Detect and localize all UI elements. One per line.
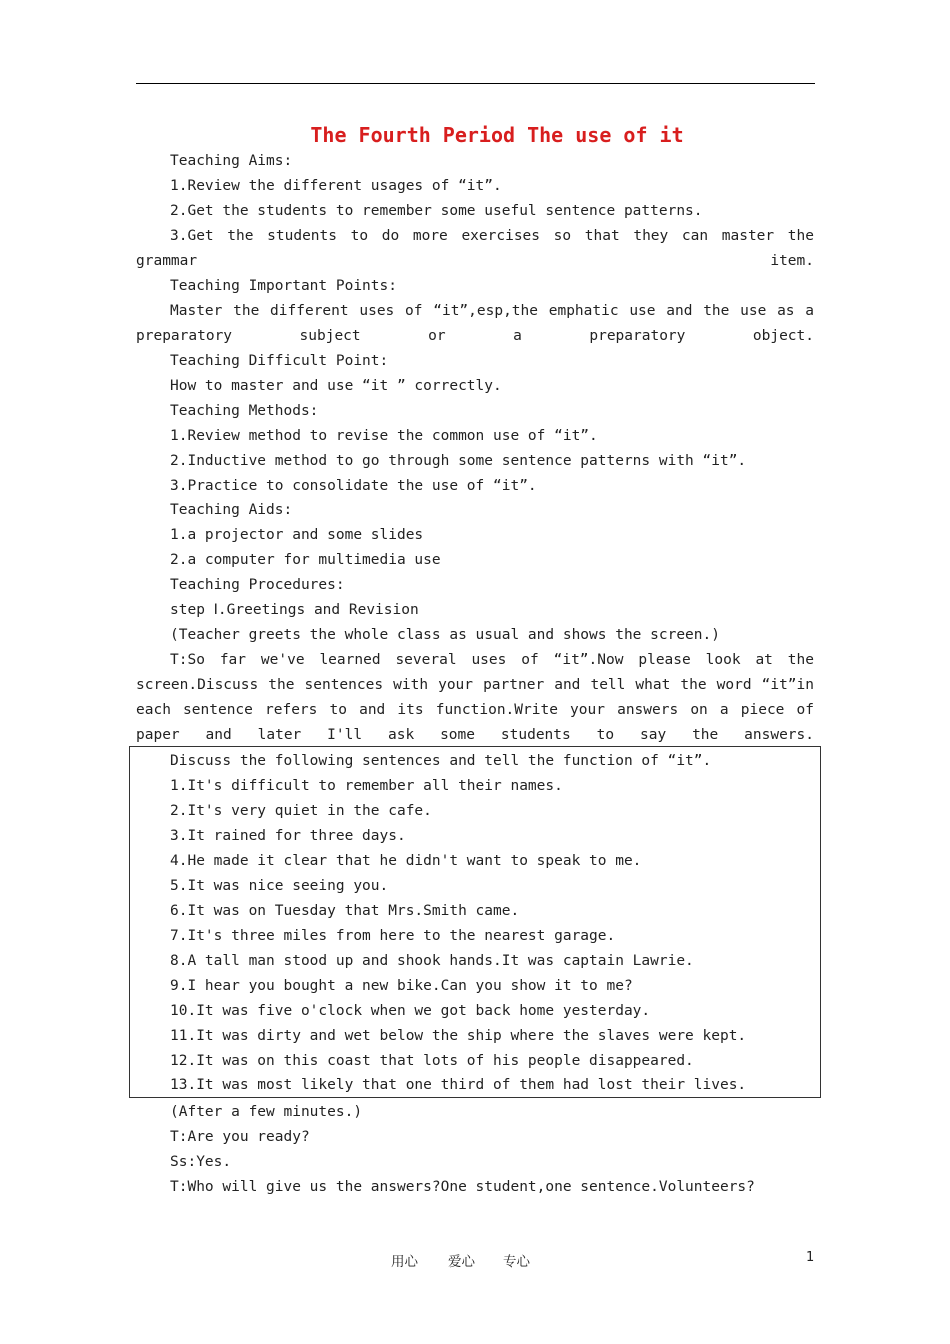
- important-points-text: Master the different uses of “it”,esp,the emphatic use and the use as a preparatory subject or a preparatory object.: [136, 303, 814, 344]
- exercise-sentence: 6.It was on Tuesday that Mrs.Smith came.: [170, 903, 520, 919]
- method-item: 1.Review method to revise the common use of “it”.: [170, 428, 598, 444]
- exercise-sentence: 11.It was dirty and wet below the ship where the slaves were kept.: [170, 1028, 747, 1044]
- aid-item: 1.a projector and some slides: [170, 527, 424, 543]
- exercise-sentence: 1.It's difficult to remember all their names.: [170, 778, 563, 794]
- footer-word: 爱心: [448, 1254, 475, 1270]
- exercise-sentence: 10.It was five o'clock when we got back home yesterday.: [170, 1003, 651, 1019]
- exercise-sentence: 8.A tall man stood up and shook hands.It was captain Lawrie.: [170, 953, 694, 969]
- exercise-sentence: 4.He made it clear that he didn't want to speak to me.: [170, 853, 642, 869]
- teacher-note: (Teacher greets the whole class as usual and shows the screen.): [170, 627, 720, 643]
- difficult-point-heading: Teaching Difficult Point:: [170, 353, 389, 369]
- dialogue-line: T:Are you ready?: [170, 1129, 310, 1145]
- method-item: 2.Inductive method to go through some sentence patterns with “it”.: [170, 453, 747, 469]
- dialogue-line: Ss:Yes.: [170, 1154, 232, 1170]
- dialogue-line: T:Who will give us the answers?One student,one sentence.Volunteers?: [170, 1179, 755, 1195]
- aids-heading: Teaching Aids:: [170, 502, 293, 518]
- page-number: 1: [806, 1250, 815, 1265]
- exercise-sentence: 13.It was most likely that one third of them had lost their lives.: [170, 1077, 747, 1093]
- exercise-sentence: 2.It's very quiet in the cafe.: [170, 803, 432, 819]
- teacher-instruction: T:So far we've learned several uses of “it”.Now please look at the screen.Discuss the sentences with your partner and tell what the word “it”in each sentence refers to and its function.Write your answers on a piece of paper and later I'll ask some students to say the answers.: [136, 652, 814, 743]
- teaching-aims-heading: Teaching Aims:: [170, 153, 293, 169]
- difficult-point-text: How to master and use “it ” correctly.: [170, 378, 502, 394]
- aid-item: 2.a computer for multimedia use: [170, 552, 441, 568]
- after-note: (After a few minutes.): [170, 1104, 363, 1120]
- exercise-heading: Discuss the following sentences and tell the function of “it”.: [170, 753, 712, 769]
- footer-word: 用心: [391, 1254, 418, 1270]
- procedures-heading: Teaching Procedures:: [170, 577, 345, 593]
- exercise-sentence: 7.It's three miles from here to the nearest garage.: [170, 928, 616, 944]
- methods-heading: Teaching Methods:: [170, 403, 319, 419]
- aim-item: 1.Review the different usages of “it”.: [170, 178, 502, 194]
- header-rule: [136, 83, 815, 84]
- step-heading: step Ⅰ.Greetings and Revision: [170, 602, 419, 618]
- method-item: 3.Practice to consolidate the use of “it”.: [170, 478, 537, 494]
- exercise-sentence: 5.It was nice seeing you.: [170, 878, 389, 894]
- exercise-sentence: 9.I hear you bought a new bike.Can you show it to me?: [170, 978, 633, 994]
- exercise-sentence: 12.It was on this coast that lots of his people disappeared.: [170, 1053, 694, 1069]
- document-title: The Fourth Period The use of it: [310, 123, 684, 147]
- exercise-sentence: 3.It rained for three days.: [170, 828, 406, 844]
- footer-word: 专心: [503, 1254, 530, 1270]
- important-points-heading: Teaching Important Points:: [170, 278, 397, 294]
- aim-item: 3.Get the students to do more exercises so that they can master the grammar item.: [136, 228, 814, 269]
- aim-item: 2.Get the students to remember some useful sentence patterns.: [170, 203, 703, 219]
